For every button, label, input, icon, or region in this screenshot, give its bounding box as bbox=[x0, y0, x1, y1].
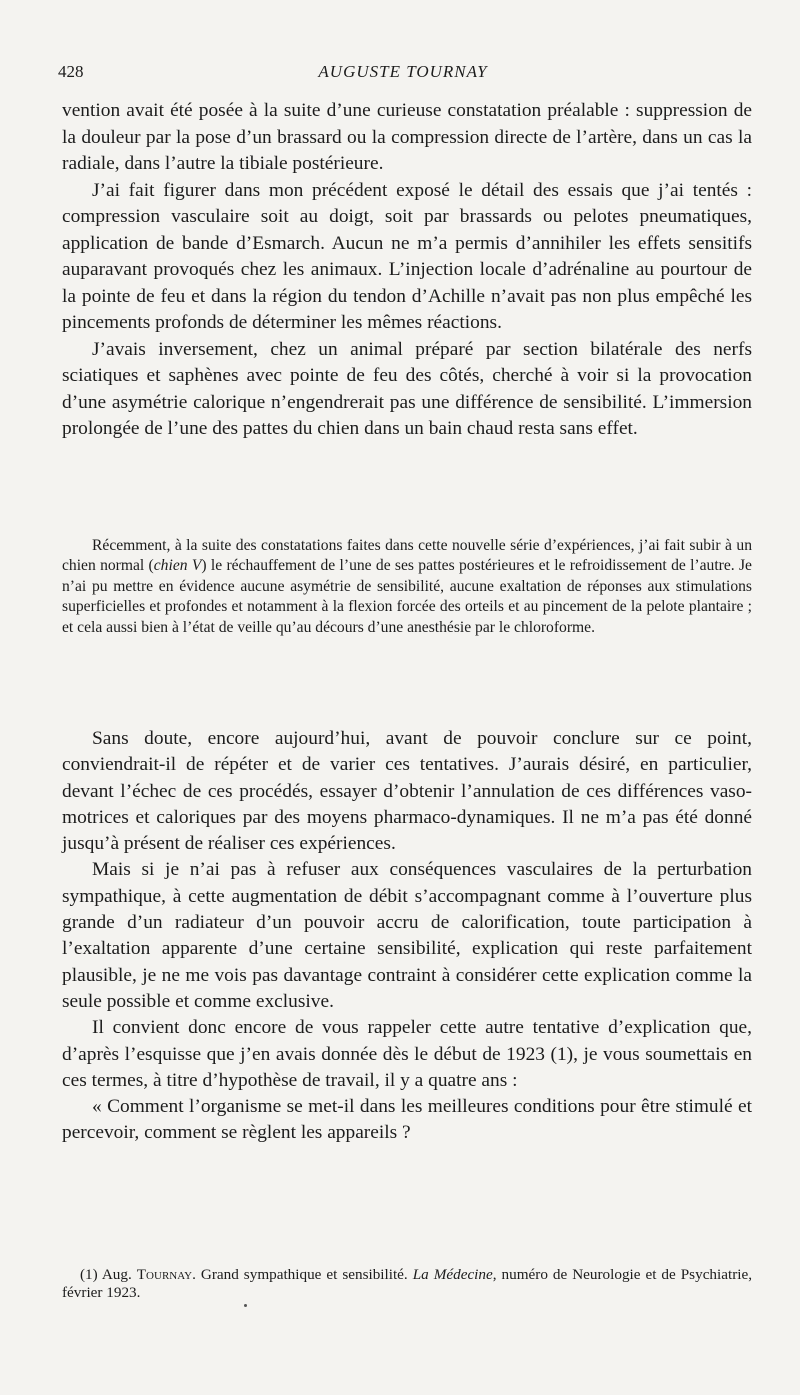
paragraph-conclusion-pending: Sans doute, encore aujourd’hui, avant de pouvoir conclure sur ce point, conviendrait-il de répéter et de varier ces tentatives. J’aurais désiré, en particulier, devant l’échec de ces procédés, essayer d’obtenir l’annulation de ces différences vaso-motrices et caloriques par des moyens pharmaco-dynamiques. Il ne m’a pas été donné jusqu’à présent de réaliser ces expériences. bbox=[62, 728, 752, 855]
printer-dot-mark bbox=[244, 1304, 247, 1307]
running-head bbox=[58, 62, 748, 86]
footnote bbox=[62, 1266, 752, 1302]
note-text-after: ) le réchauffement de l’une de ses pattes postérieures et le refroidissement de l’autre. Je n’ai pu mettre en évidence aucune asymétrie de sensibilité, aucune exaltation de réponses aux stimulations superficielles et profondes et notamment à la flexion forcée des orteils et au pincement de la pelote plantaire ; et cela aussi bien à l’état de veille qu’au décours d’une anesthésie par le chloroforme. bbox=[62, 557, 752, 636]
page-number: 428 bbox=[58, 62, 84, 81]
footnote-author: Tournay bbox=[136, 1266, 193, 1283]
note-text-before: Récemment, à la suite des constatations faites dans cette nouvelle série d’expériences, j’ai fait subir à un chien normal ( bbox=[62, 537, 752, 575]
footnote-journal: La Médecine bbox=[412, 1266, 493, 1283]
body-section-2 bbox=[62, 726, 752, 1147]
paragraph-compression-trials: J’ai fait figurer dans mon précédent exposé le détail des essais que j’ai tentés : compression vasculaire soit au doigt, soit par brassards ou pelotes pneumatiques, application de bande d’Esmarch. Aucun ne m’a permis d’annihiler les effets sensitifs auparavant provoqués chez les animaux. L’injection locale d’adrénaline au pourtour de la pointe de feu et dans la région du tendon d’Achille n’avait pas non plus empêché les pincements profonds de déterminer les mêmes réactions. bbox=[62, 179, 752, 333]
footnote-text: . Grand sympathique et sensibilité. bbox=[192, 1266, 413, 1283]
note-dog-label: chien V bbox=[153, 557, 202, 575]
paragraph-caloric-asymmetry: J’avais inversement, chez un animal préparé par section bilatérale des nerfs sciatiques et saphènes avec pointe de feu des côtés, cherché à voir si la provocation d’une asymétrie calorique n’engendrerait pas une différence de sensibilité. L’immersion prolongée de l’une des pattes du chien dans un bain chaud resta sans effet. bbox=[62, 338, 752, 439]
footnote-marker: (1) Aug. bbox=[80, 1266, 137, 1283]
paragraph-other-explanation: Il convient donc encore de vous rappeler cette autre tentative d’explication que, d’après l’esquisse que j’en avais donnée dès le début de 1923 (1), je vous soumettais en ces termes, à titre d’hypothèse de travail, il y a quatre ans : bbox=[62, 1017, 752, 1091]
small-print-note bbox=[62, 536, 752, 638]
running-title: AUGUSTE TOURNAY bbox=[318, 62, 488, 81]
footnote-rest: , numéro de Neurologie et de Psychiatrie, février 1923. bbox=[62, 1266, 753, 1301]
paragraph-vascular-consequences: Mais si je n’ai pas à refuser aux conséquences vasculaires de la perturbation sympathique, à cette augmentation de débit s’accompagnant comme à l’ouverture plus grande d’un radiateur d’un pouvoir accru de calorification, toute participation à l’exaltation apparente d’une certaine sensibilité, explication qui reste parfaitement plausible, je ne me vois pas davantage contraint à considérer cette explication comme la seule possible et comme exclusive. bbox=[62, 859, 752, 1012]
paragraph-quotation: « Comment l’organisme se met-il dans les meilleures conditions pour être stimulé et percevoir, comment se règlent les appareils ? bbox=[62, 1096, 752, 1144]
body-section-1 bbox=[62, 98, 752, 443]
paragraph-continuation: vention avait été posée à la suite d’une curieuse constatation préalable : suppression de la douleur par la pose d’un brassard ou la compression directe de l’artère, dans un cas la radiale, dans l’autre la tibiale postérieure. bbox=[62, 100, 752, 174]
